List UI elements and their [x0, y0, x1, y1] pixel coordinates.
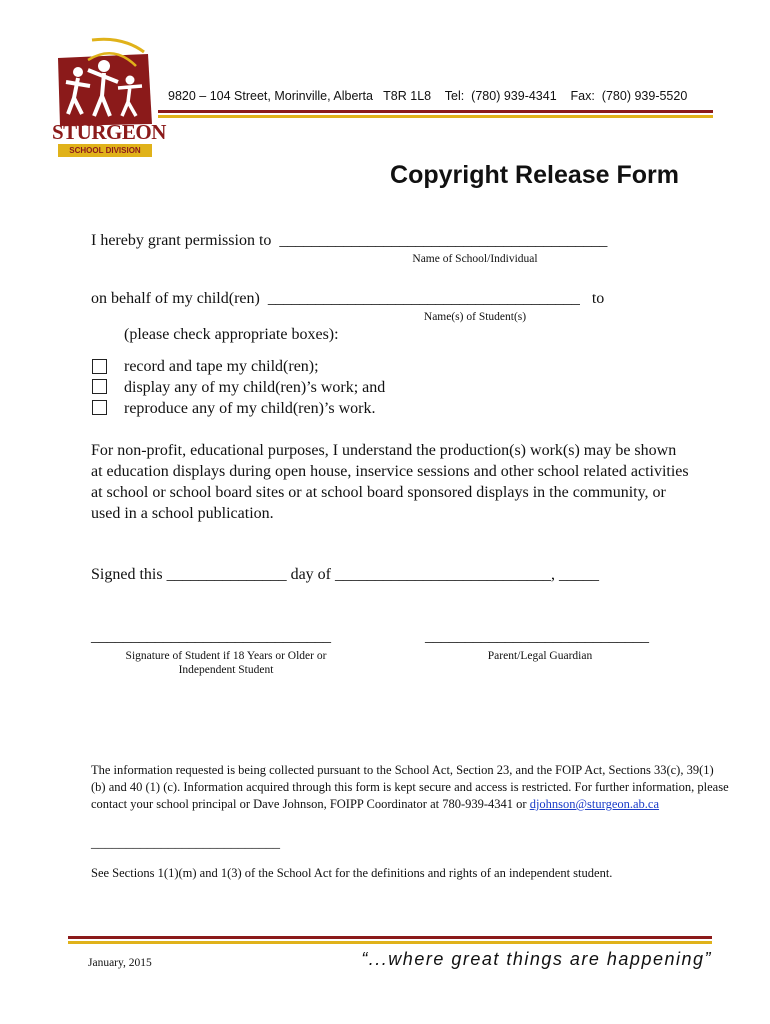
student-signature-line: ______________________________ [91, 628, 331, 645]
tagline: “...where great things are happening” [361, 949, 712, 969]
logo-wordmark: STURGEON [52, 120, 166, 144]
header-rule-red [158, 110, 713, 113]
footer-rule-gold [68, 941, 712, 944]
privacy-notice [91, 762, 731, 813]
purpose-paragraph: For non-profit, educational purposes, I understand the production(s) work(s) may be shown at education displays during open house, inservice sessions and other school related activities at school or school board sites or at school board sponsored displays in the community, or used in a school publication. [91, 442, 689, 522]
footnote-rule: ___________________________ [91, 836, 280, 851]
check-instructions: (please check appropriate boxes): [124, 326, 339, 343]
page-title: Copyright Release Form [390, 161, 679, 189]
checkbox-label: display any of my child(ren)’s work; and [124, 379, 386, 396]
student-signature-label-2: Independent Student [178, 664, 274, 676]
checkbox-record-tape[interactable] [92, 359, 107, 374]
guardian-signature-line: ____________________________ [425, 628, 649, 645]
signed-date-line: Signed this _______________ day of ___________________________, _____ [91, 566, 599, 583]
footer-rule-red [68, 936, 712, 939]
contact-line: 9820 – 104 Street, Morinville, Alberta T8R 1L8 Tel: (780) 939-4341 Fax: (780) 939-5520 [168, 89, 688, 103]
sturgeon-logo [52, 36, 166, 160]
guardian-signature-label: Parent/Legal Guardian [487, 650, 593, 662]
school-name-caption: Name of School/Individual [412, 253, 538, 265]
student-signature-label: Signature of Student if 18 Years or Older or [125, 650, 327, 662]
behalf-line: on behalf of my child(ren) _______________________________________ to [91, 290, 605, 307]
checkbox-label: record and tape my child(ren); [124, 358, 319, 375]
footnote-text: See Sections 1(1)(m) and 1(3) of the School Act for the definitions and rights of an independent student. [91, 866, 613, 880]
email-link[interactable]: djohnson@sturgeon.ab.ca [529, 797, 660, 811]
checkbox-display-work[interactable] [92, 379, 107, 394]
privacy-text: The information requested is being collected pursuant to the School Act, Section 23, and the FOIP Act, Sections 33(c), 39(1) (b) and 40 (1) (c). Information acquired through this form is kept secure and access is restricted. For further information, please contact your school principal or Dave Johnson, FOIPP Coordinator at 780-939-4341 or [91, 763, 729, 811]
checkbox-reproduce-work[interactable] [92, 400, 107, 415]
form-date: January, 2015 [88, 957, 152, 969]
header-rule-gold [158, 115, 713, 118]
grant-permission-line: I hereby grant permission to _________________________________________ [91, 232, 608, 249]
student-names-caption: Name(s) of Student(s) [423, 311, 527, 323]
logo-subname: SCHOOL DIVISION [58, 144, 152, 157]
checkbox-label: reproduce any of my child(ren)’s work. [124, 400, 376, 417]
